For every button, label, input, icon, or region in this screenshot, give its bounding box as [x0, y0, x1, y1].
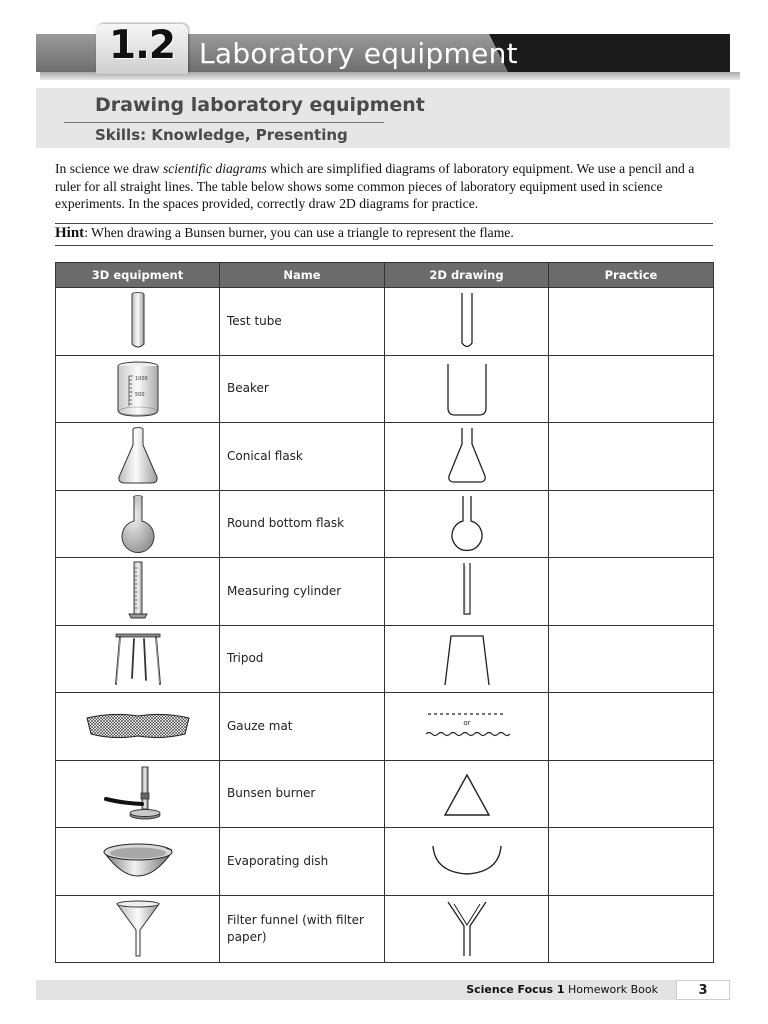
table-row: [56, 558, 714, 626]
round-bottom-flask-3d-icon: [56, 490, 220, 558]
hint-label: Hint: [55, 225, 85, 241]
intro-text-2: which are simplified diagrams of laboratory equipment. We use a pencil and a ruler for all straight lines. The table below shows some common pieces of laboratory equipment used in science experiments. In the spaces provided, correctly draw 2D diagrams for practice.: [55, 161, 695, 211]
footer-book-rest: Homework Book: [564, 983, 658, 996]
filter-funnel-3d-icon: [56, 895, 220, 963]
beaker-mark-1000: 1000: [134, 375, 148, 382]
practice-cell[interactable]: [549, 490, 714, 558]
section-skills: Skills: Knowledge, Presenting: [95, 126, 348, 144]
section-divider: [64, 122, 384, 123]
equipment-name: Round bottom flask: [220, 490, 385, 558]
measuring-cylinder-3d-icon: [56, 558, 220, 626]
evaporating-dish-3d-icon: [56, 828, 220, 896]
intro-text-1: In science we draw: [55, 161, 163, 176]
column-header-2d: 2D drawing: [385, 263, 549, 288]
test-tube-2d-icon: [385, 288, 549, 356]
practice-cell[interactable]: [549, 355, 714, 423]
column-header-practice: Practice: [549, 263, 714, 288]
equipment-name: Filter funnel (with filter paper): [220, 895, 385, 963]
column-header-3d: 3D equipment: [56, 263, 220, 288]
practice-cell[interactable]: [549, 760, 714, 828]
filter-funnel-2d-icon: [385, 895, 549, 963]
hint-rule-bottom: [55, 245, 713, 246]
footer-book-bold: Science Focus 1: [466, 983, 565, 996]
table-row: [56, 490, 714, 558]
equipment-table: [55, 262, 714, 963]
table-row: [56, 355, 714, 423]
practice-cell[interactable]: [549, 288, 714, 356]
column-header-name: Name: [220, 263, 385, 288]
table-row: [56, 693, 714, 761]
table-row: [56, 895, 714, 963]
measuring-cylinder-2d-icon: [385, 558, 549, 626]
practice-cell[interactable]: [549, 625, 714, 693]
practice-cell[interactable]: [549, 693, 714, 761]
hint-rule-top: [55, 223, 713, 224]
page-number: 3: [676, 980, 730, 1000]
practice-cell[interactable]: [549, 423, 714, 491]
hint-text: : When drawing a Bunsen burner, you can use a triangle to represent the flame.: [84, 225, 514, 240]
table-row: [56, 625, 714, 693]
table-header-row: [56, 263, 714, 288]
equipment-name: Tripod: [220, 625, 385, 693]
tripod-3d-icon: [56, 625, 220, 693]
practice-cell[interactable]: [549, 558, 714, 626]
footer-book-title: [466, 983, 658, 996]
intro-paragraph: [55, 160, 715, 213]
section-number: 1.2: [108, 23, 176, 68]
beaker-mark-500: 500: [134, 391, 145, 398]
gauze-or-label: or: [462, 719, 471, 728]
practice-cell[interactable]: [549, 828, 714, 896]
conical-flask-2d-icon: [385, 423, 549, 491]
conical-flask-3d-icon: [56, 423, 220, 491]
bunsen-burner-2d-icon: [385, 760, 549, 828]
equipment-name: Gauze mat: [220, 693, 385, 761]
equipment-name: Bunsen burner: [220, 760, 385, 828]
gauze-mat-3d-icon: [56, 693, 220, 761]
gauze-mat-2d-icon: [385, 693, 549, 761]
hint-line: [55, 225, 514, 242]
equipment-name: Evaporating dish: [220, 828, 385, 896]
intro-emphasis: scientific diagrams: [162, 161, 267, 176]
equipment-name: Measuring cylinder: [220, 558, 385, 626]
evaporating-dish-2d-icon: [385, 828, 549, 896]
table-row: [56, 288, 714, 356]
table-row: [56, 828, 714, 896]
bunsen-burner-3d-icon: [56, 760, 220, 828]
page-title: Laboratory equipment: [199, 37, 518, 70]
table-row: [56, 423, 714, 491]
tripod-2d-icon: [385, 625, 549, 693]
round-bottom-flask-2d-icon: [385, 490, 549, 558]
section-heading: Drawing laboratory equipment: [95, 94, 425, 116]
table-row: [56, 760, 714, 828]
test-tube-3d-icon: [56, 288, 220, 356]
practice-cell[interactable]: [549, 895, 714, 963]
beaker-2d-icon: [385, 355, 549, 423]
equipment-name: Beaker: [220, 355, 385, 423]
equipment-name: Conical flask: [220, 423, 385, 491]
beaker-3d-icon: [56, 355, 220, 423]
equipment-name: Test tube: [220, 288, 385, 356]
